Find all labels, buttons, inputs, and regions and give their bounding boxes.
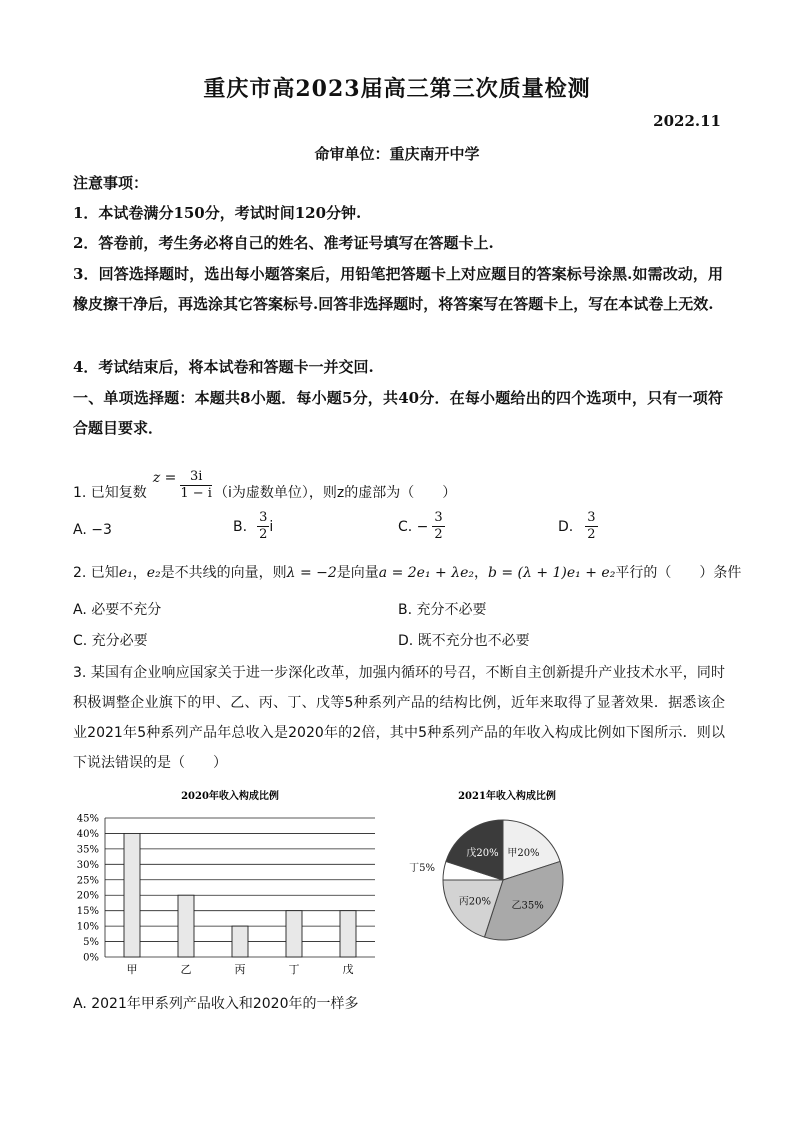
bar-chart-title: 2020年收入构成比例: [181, 791, 279, 802]
note-item-4: 4．考试结束后，将本试卷和答题卡一并交回.: [73, 358, 374, 376]
note-item-1: 1．本试卷满分150分，考试时间120分钟.: [73, 204, 362, 222]
bar-甲: [124, 833, 140, 957]
y-tick-label: 0%: [83, 952, 99, 964]
pie-label: 丙20%: [458, 896, 491, 908]
q1-option-b-num: 3: [259, 510, 268, 525]
bar-丁: [286, 911, 302, 957]
q2-vector-a: a = 2e₁ + λe₂: [378, 565, 474, 581]
question-2: [73, 562, 741, 582]
q1-numerator: 3i: [180, 469, 212, 486]
q2-vector-b: b = (λ + 1)e₁ + e₂: [487, 565, 616, 581]
q1-option-b: [233, 510, 273, 543]
question-1: [73, 460, 456, 510]
pie-label: 丁5%: [409, 863, 435, 875]
y-tick-label: 30%: [76, 859, 99, 871]
q2-e1: e₁: [118, 565, 133, 581]
note-item-2: 2．答卷前，考生务必将自己的姓名、准考证号填写在答题卡上.: [73, 234, 494, 252]
q2-mid: 是不共线的向量，则: [160, 565, 287, 581]
y-tick-label: 20%: [76, 890, 99, 902]
pie-label: 戊20%: [466, 847, 499, 859]
q2-mid2: 是向量: [336, 565, 379, 581]
q2-sep: ，: [132, 565, 147, 581]
question-3: 3. 某国有企业响应国家关于进一步深化改革，加强内循环的号召，不断自主创新提升产业技术水平，同时积极调整企业旗下的甲、乙、丙、丁、戊等5种系列产品的结构比例，近年来取得了显著效果．据悉该企业2021年5种系列产品年总收入是2020年的2倍，其中5种系列产品的年收入构成比例如下图所示．则以下说法错误的是（ ）: [73, 665, 725, 771]
notes-heading: 注意事项：: [73, 174, 149, 192]
pie-chart-2021: [409, 785, 600, 980]
x-tick-label: 乙: [180, 963, 192, 976]
q1-option-a: A. −3: [73, 522, 112, 538]
q1-option-d-den: 2: [587, 527, 596, 542]
q2-lambda: λ = −2: [286, 565, 337, 581]
q1-option-b-den: 2: [259, 527, 268, 542]
pie-label: 乙35%: [511, 900, 544, 912]
x-tick-label: 戊: [342, 963, 354, 976]
q1-option-d: [558, 510, 598, 543]
q1-option-d-num: 3: [587, 510, 596, 525]
y-tick-label: 25%: [76, 875, 99, 887]
bar-戊: [340, 911, 356, 957]
y-tick-label: 5%: [83, 937, 99, 949]
section-heading: 一、单项选择题：本题共8小题．每小题5分，共40分．在每小题给出的四个选项中，只有一项符合题目要求．: [73, 389, 723, 437]
x-tick-label: 丁: [288, 963, 300, 976]
q1-z: z =: [152, 470, 177, 486]
q1-option-b-label: B.: [233, 518, 248, 535]
bar-chart-2020: [60, 785, 390, 980]
y-tick-label: 35%: [76, 844, 99, 856]
pie-label: 甲20%: [507, 847, 540, 859]
q1-denominator: 1 − i: [180, 485, 212, 501]
pie-chart-title: 2021年收入构成比例: [458, 791, 556, 802]
q1-option-c-den: 2: [434, 527, 443, 542]
exam-date: 2022.11: [653, 112, 721, 130]
q1-option-c-num: 3: [434, 510, 443, 525]
bar-乙: [178, 895, 194, 957]
y-tick-label: 10%: [76, 921, 99, 933]
x-tick-label: 甲: [126, 963, 138, 976]
x-tick-label: 丙: [234, 963, 246, 976]
page-title: 重庆市高2023届高三第三次质量检测: [203, 76, 591, 102]
q2-tail: 平行的（ ）条件: [615, 565, 742, 581]
q1-option-c: [398, 510, 445, 543]
q2-option-c: C. 充分必要: [73, 633, 148, 649]
q1-option-b-tail: i: [269, 518, 274, 535]
q2-sep2: ，: [473, 565, 488, 581]
q1-option-c-label: C. −: [398, 518, 429, 535]
q3-option-a: A. 2021年甲系列产品收入和2020年的一样多: [73, 996, 359, 1012]
q1-tail: （i为虚数单位），则z的虚部为（ ）: [213, 485, 457, 501]
q1-lead: 1. 已知复数: [73, 485, 147, 501]
q2-option-b: B. 充分不必要: [398, 602, 487, 618]
y-tick-label: 40%: [76, 828, 99, 840]
y-tick-label: 15%: [76, 906, 99, 918]
q2-e2: e₂: [146, 565, 161, 581]
q1-option-d-label: D.: [558, 518, 574, 535]
q1-fraction: [180, 469, 212, 502]
bar-丙: [232, 926, 248, 957]
y-tick-label: 45%: [76, 813, 99, 825]
q2-lead: 2. 已知: [73, 565, 119, 581]
compiling-unit: 命审单位：重庆南开中学: [314, 145, 480, 163]
q2-option-a: A. 必要不充分: [73, 602, 162, 618]
q2-option-d: D. 既不充分也不必要: [398, 633, 530, 649]
note-item-3: 3．回答选择题时，选出每小题答案后，用铅笔把答题卡上对应题目的答案标号涂黑.如需改动，用橡皮擦干净后，再选涂其它答案标号.回答非选择题时，将答案写在答题卡上，写在本试卷上无效.: [73, 265, 723, 313]
